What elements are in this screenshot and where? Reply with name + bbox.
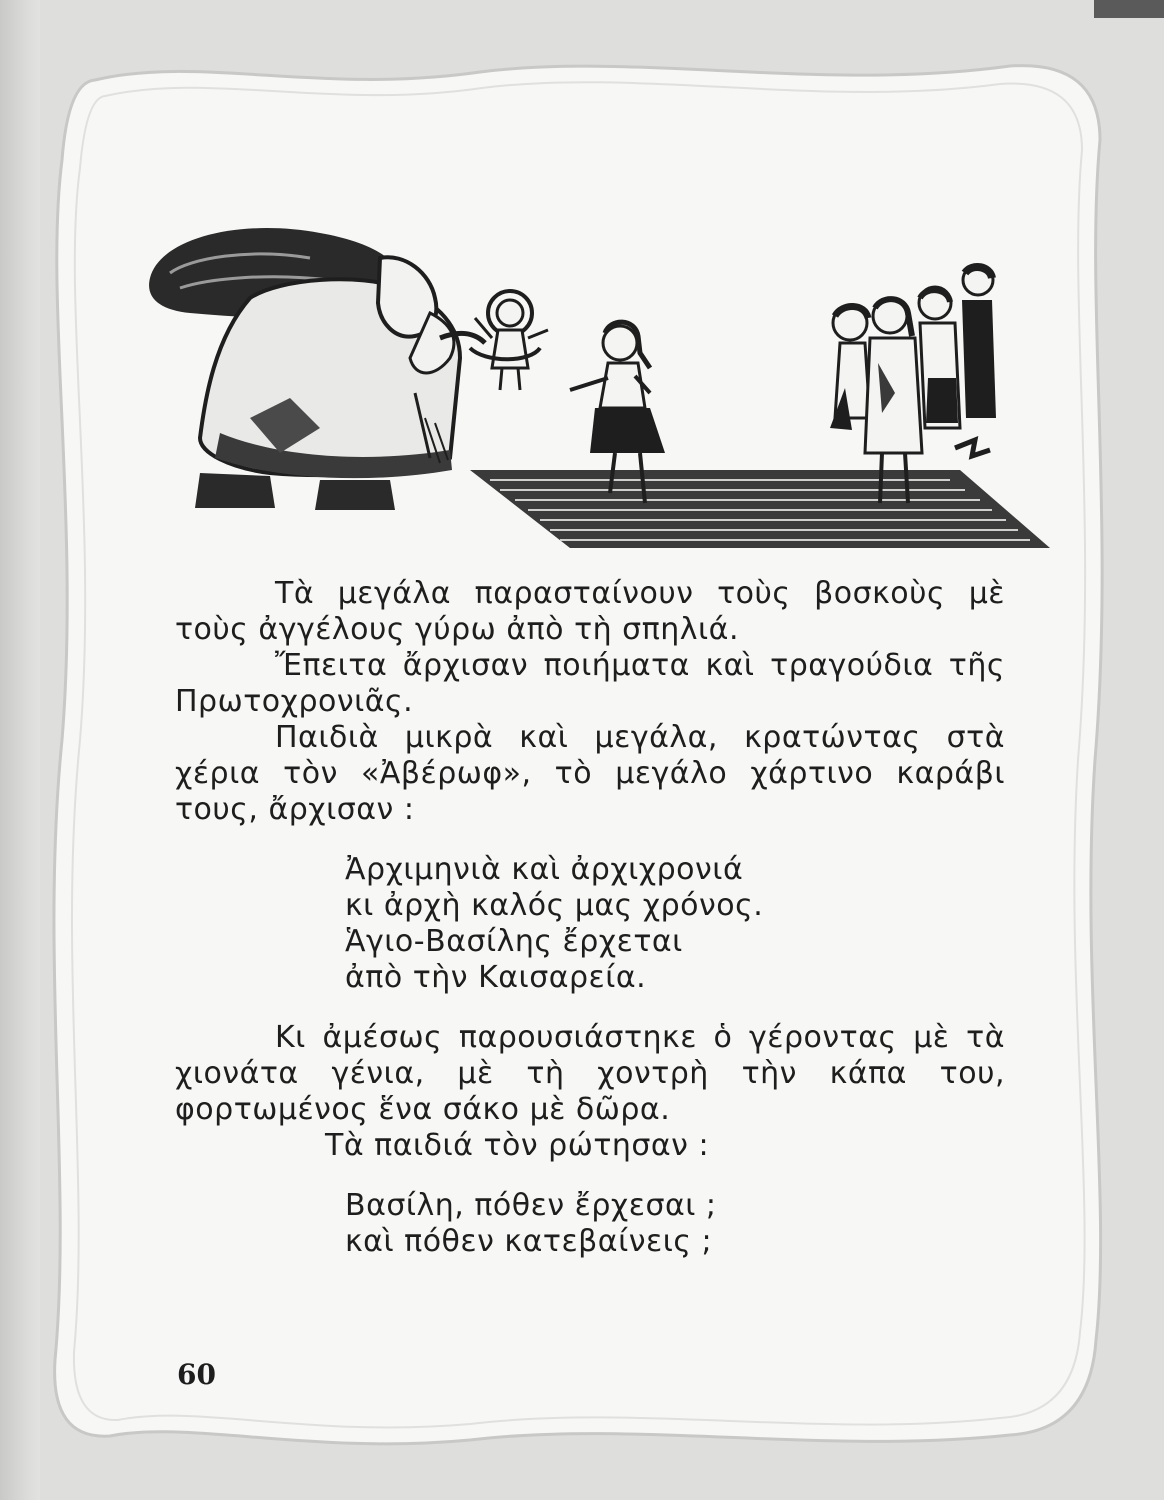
illustration-santa-and-children bbox=[130, 218, 1060, 558]
verse-line: Ἀρχιμηνιὰ καὶ ἀρχιχρονιά bbox=[345, 852, 744, 887]
paragraph: Τὰ μεγάλα παρασταίνουν τοὺς βοσκοὺς μὲ τοὺς ἀγγέλους γύρω ἀπὸ τὴ σπηλιά. bbox=[175, 576, 1005, 647]
spacer bbox=[175, 1164, 1005, 1188]
verse-stanza bbox=[175, 852, 1005, 996]
spacer bbox=[175, 996, 1005, 1020]
verse-line: Βασίλη, πόθεν ἔρχεσαι ; bbox=[345, 1188, 717, 1223]
verse-line: κι ἀρχὴ καλός μας χρόνος. bbox=[345, 888, 764, 923]
verse-line: καὶ πόθεν κατεβαίνεις ; bbox=[345, 1224, 713, 1259]
children-group-icon bbox=[830, 265, 996, 503]
page-number: 60 bbox=[177, 1358, 216, 1391]
verse-stanza bbox=[175, 1188, 1005, 1260]
paragraph: Ἔπειτα ἄρχισαν ποιήματα καὶ τραγούδια τῆς Πρωτοχρονιᾶς. bbox=[175, 648, 1005, 719]
rug-icon bbox=[470, 470, 1050, 548]
verse-line: Ἁγιο-Βασίλης ἔρχεται bbox=[345, 924, 683, 959]
paragraph: Τὰ παιδιά τὸν ρώτησαν : bbox=[325, 1128, 710, 1163]
paragraph: Κι ἀμέσως παρουσιάστηκε ὁ γέροντας μὲ τὰ χιονάτα γένια, μὲ τὴ χοντρὴ τὴν κάπα του, φορτωμένος ἕνα σάκο μὲ δῶρα. bbox=[175, 1020, 1005, 1127]
verse-line: ἀπὸ τὴν Καισαρεία. bbox=[345, 960, 647, 995]
spacer bbox=[175, 828, 1005, 852]
paragraph: Παιδιὰ μικρὰ καὶ μεγάλα, κρατώντας στὰ χέρια τὸν «Ἀβέρωφ», τὸ μεγάλο χάρτινο καράβι τους, ἄρχισαν : bbox=[175, 720, 1005, 827]
body-text bbox=[175, 576, 1005, 1260]
